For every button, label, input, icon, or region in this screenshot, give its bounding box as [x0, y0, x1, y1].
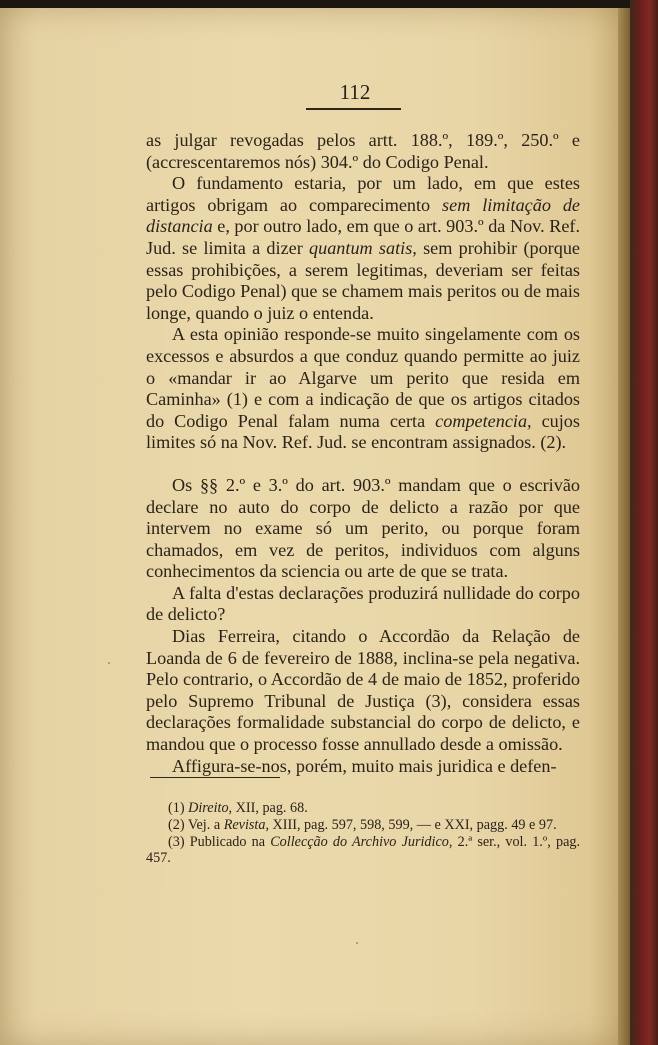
paragraph-2-text-a: O fundamento estaria, por um lado, em que estes artigos obrigam ao comparecimento	[146, 173, 580, 215]
paragraph-5: A falta d'estas declarações produzirá nullidade do corpo de delicto?	[146, 582, 580, 625]
footnote-3-marker: (3) Publicado na	[168, 833, 271, 850]
footnotes	[146, 800, 580, 867]
footnote-1-text: XII, pag. 68.	[232, 800, 308, 816]
scan-top-border	[0, 0, 630, 8]
paragraph-1: as julgar revogadas pelos artt. 188.º, 189.º, 250.º e (accrescentaremos nós) 304.º do Codigo Penal.	[146, 130, 580, 172]
paragraph-3	[146, 324, 580, 454]
footnote-2-marker: (2) Vej. a	[168, 816, 224, 833]
paper-speck	[108, 662, 110, 664]
footnote-2-text: XIII, pag. 597, 598, 599, — e XXI, pagg. 49 e 97.	[269, 816, 557, 833]
paragraph-4: Os §§ 2.º e 3.º do art. 903.º mandam que o escrivão declare no auto do corpo de delicto a razão por que intervem no exame só um perito, ou porque foram chamados, em vez de peritos, individuos com alguns conhecimentos da sciencia ou arte de que se trata.	[146, 474, 580, 582]
footnote-3-text: 2.ª ser., vol. 1.º, pag. 457.	[146, 833, 581, 867]
paragraph-7: Affigura-se-nos, porém, muito mais juridica e defen-	[172, 755, 557, 776]
paragraph-2-text-b: e, por outro lado, em que o art. 903.º da Nov. Ref. Jud. se limita a dizer	[146, 216, 580, 258]
paragraph-3-italic: competencia,	[435, 410, 532, 431]
footnote-rule	[150, 777, 280, 778]
paragraph-2-italic-b: quantum satis,	[309, 237, 417, 258]
paragraph-2-text-c: sem prohibir (porque essas prohibições, a serem legitimas, deveriam ser feitas pelo Codigo Penal) que se chamem mais peritos ou de mais longe, quando o juiz o entenda.	[146, 237, 580, 323]
footnote-3	[146, 834, 580, 868]
header-rule	[306, 108, 401, 110]
paragraph-6: Dias Ferreira, citando o Accordão da Relação de Loanda de 6 de fevereiro de 1888, inclina-se pela negativa. Pelo contrario, o Accordão de 4 de maio de 1852, proferido pelo Supremo Tribunal de Justiça (3), considera essas declarações formalidade substancial do corpo de delicto, e mandou que o processo fosse annullado desde a omissão.	[146, 626, 580, 755]
paragraph-3-text-a: A esta opinião responde-se muito singelamente com os excessos e absurdos a que conduz quando permitte ao juiz o «mandar ir ao Algarve um perito que resida em Caminha» (1) e com a indicação de que os artigos citados do Codigo Penal falam numa certa	[146, 324, 580, 431]
footnote-2-italic: Revista,	[223, 816, 269, 833]
page-edge-shadow	[618, 8, 630, 1045]
body-text	[146, 130, 580, 777]
paragraph-2-italic-a: sem limitação de distancia	[146, 194, 580, 237]
book-binding	[630, 0, 658, 1045]
footnote-1-marker: (1)	[168, 800, 189, 816]
page-number: 112	[339, 80, 371, 104]
footnote-1-italic: Direito,	[188, 800, 233, 816]
paragraph-3-text-b: cujos limites só na Nov. Ref. Jud. se encontram assignados. (2).	[146, 410, 580, 453]
footnote-1	[146, 800, 580, 817]
footnote-3-italic: Collecção do Archivo Juridico,	[270, 833, 453, 850]
paper-speck	[356, 942, 358, 944]
paragraph-2	[146, 173, 580, 324]
footnote-2	[146, 817, 580, 834]
